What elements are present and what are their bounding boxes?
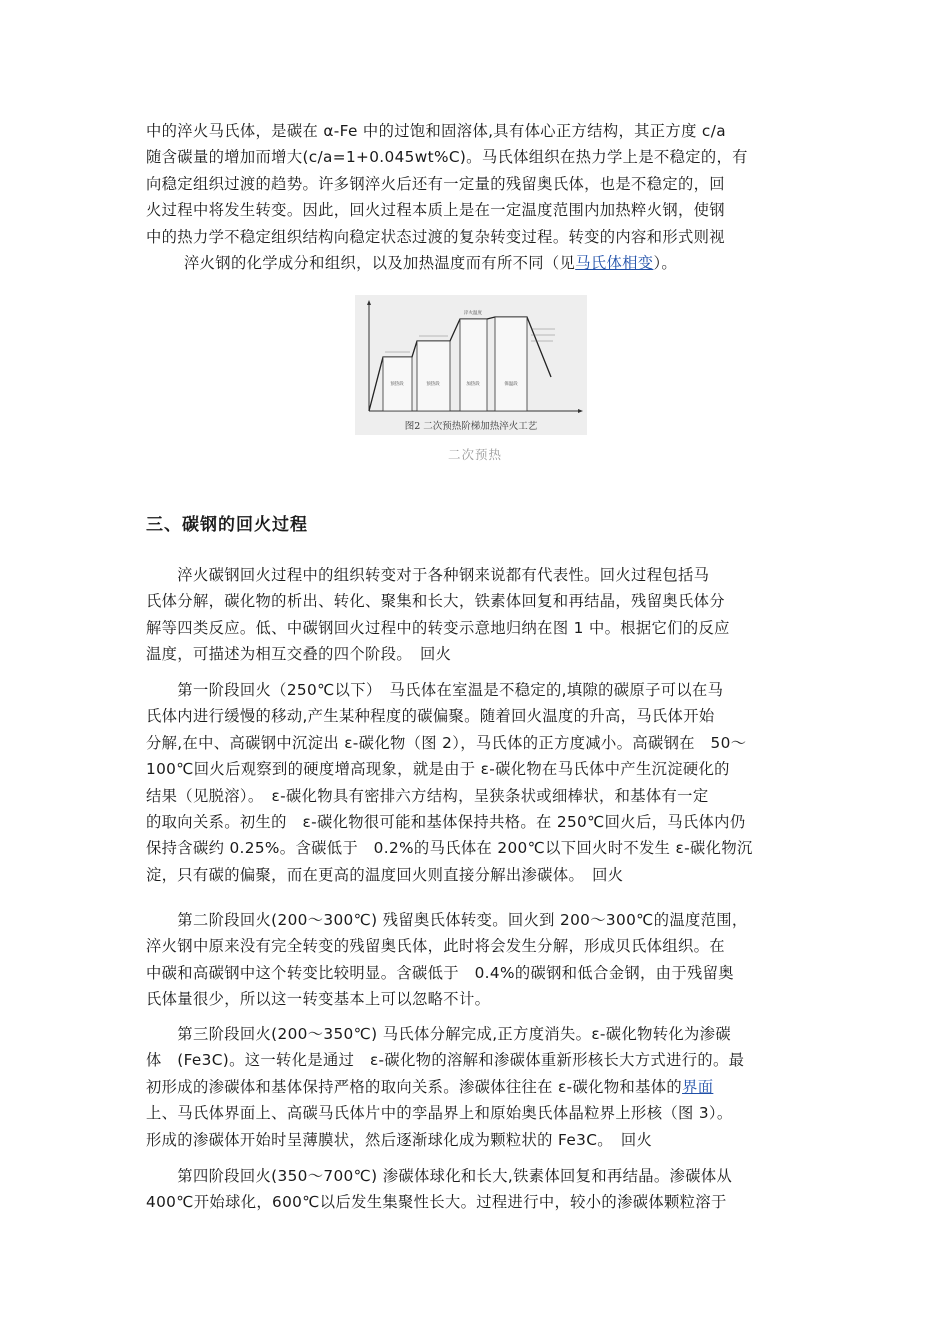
text-line: 淀，只有碳的偏聚，而在更高的温度回火则直接分解出渗碳体。 回火 [146, 865, 624, 884]
peak-label: 淬火温度 [464, 311, 482, 316]
text-line: 火过程中将发生转变。因此，回火过程本质上是在一定温度范围内加热粹火钢，使钢 [146, 201, 725, 220]
stage-label: 保温段 [504, 382, 518, 387]
stage-box [417, 341, 450, 411]
stage-label: 预热段 [390, 382, 404, 387]
text-line: 第四阶段回火(350～700℃) 渗碳体球化和长大,铁素体回复和再结晶。渗碳体从 [146, 1167, 733, 1185]
figure-inner-caption: 图2 二次预热阶梯加热淬火工艺 [404, 421, 538, 432]
text-line [146, 1074, 806, 1100]
martensite-transformation-link[interactable]: 马氏体相变 [575, 253, 654, 272]
text-line: 400℃开始球化，600℃以后发生集聚性长大。过程进行中，较小的渗碳体颗粒溶于 [146, 1193, 727, 1212]
text-line: 上、马氏体界面上、高碳马氏体片中的孪晶界上和原始奥氏体晶粒界上形核（图 3）。 [146, 1104, 733, 1123]
tempering-process-figure [355, 295, 587, 435]
heating-curve-diagram [355, 295, 587, 435]
text-line: 第三阶段回火(200～350℃) 马氏体分解完成,正方度消失。ε-碳化物转化为渗碳 [146, 1025, 731, 1043]
text-line: 第二阶段回火(200～300℃) 残留奥氏体转变。回火到 200～300℃的温度范围， [146, 911, 748, 929]
intro-paragraph [146, 118, 806, 276]
text-line: 氏体内进行缓慢的移动,产生某种程度的碳偏聚。随着回火温度的升高，马氏体开始 [146, 707, 715, 726]
text-line: 中的热力学不稳定组织结构向稳定状态过渡的复杂转变过程。转变的内容和形式则视 [146, 227, 725, 246]
text-line: 向稳定组织过渡的趋势。许多钢淬火后还有一定量的残留奥氏体，也是不稳定的，回 [146, 174, 725, 193]
text-line: 100℃回火后观察到的硬度增高现象，就是由于 ε-碳化物在马氏体中产生沉淀硬化的 [146, 760, 730, 779]
text-line: 分解,在中、高碳钢中沉淀出 ε-碳化物（图 2），马氏体的正方度减小。高碳钢在 50～ [146, 733, 747, 752]
stage-box [460, 319, 487, 411]
text-segment: ）。 [653, 253, 678, 272]
text-line: 氏体量很少，所以这一转变基本上可以忽略不计。 [146, 990, 491, 1009]
section-heading: 三、碳钢的回火过程 [146, 515, 308, 535]
text-line: 淬火钢中原来没有完全转变的残留奥氏体，此时将会发生分解，形成贝氏体组织。在 [146, 937, 725, 956]
body-paragraph-stage-1 [146, 677, 806, 888]
text-segment: 淬火钢的化学成分和组织，以及加热温度而有所不同（见 [184, 253, 576, 272]
body-paragraph-stage-2 [146, 907, 806, 1013]
text-segment: 初形成的渗碳体和基体保持严格的取向关系。渗碳体往往在 ε-碳化物和基体的 [146, 1077, 683, 1096]
text-line: 解等四类反应。低、中碳钢回火过程中的转变示意地归纳在图 1 中。根据它们的反应 [146, 618, 730, 637]
body-paragraph-intro [146, 562, 806, 668]
text-line: 中的淬火马氏体，是碳在 α-Fe 中的过饱和固溶体,具有体心正方结构，其正方度 c/a [146, 122, 726, 140]
text-line: 结果（见脱溶）。 ε-碳化物具有密排六方结构，呈狭条状或细棒状，和基体有一定 [146, 786, 709, 805]
text-line: 淬火碳钢回火过程中的组织转变对于各种钢来说都有代表性。回火过程包括马 [146, 566, 710, 584]
figure-caption: 二次预热 [447, 447, 502, 462]
text-line: 中碳和高碳钢中这个转变比较明显。含碳低于 0.4%的碳钢和低合金钢，由于残留奥 [146, 963, 734, 982]
body-paragraph-stage-3 [146, 1021, 806, 1153]
text-line: 温度，可描述为相互交叠的四个阶段。 回火 [146, 645, 452, 664]
text-line: 氏体分解，碳化物的析出、转化、聚集和长大，铁素体回复和再结晶，残留奥氏体分 [146, 592, 725, 611]
text-line: 随含碳量的增加而增大(c/a=1+0.045wt%C)。马氏体组织在热力学上是不稳定的，有 [146, 148, 748, 167]
text-line: 的取向关系。初生的 ε-碳化物很可能和基体保持共格。在 250℃回火后，马氏体内仍 [146, 812, 746, 831]
stage-label: 预热段 [426, 382, 440, 387]
stage-label: 加热段 [466, 382, 480, 387]
body-paragraph-stage-4 [146, 1163, 806, 1216]
interface-link[interactable]: 界面 [682, 1077, 714, 1096]
text-line: 形成的渗碳体开始时呈薄膜状，然后逐渐球化成为颗粒状的 Fe3C。 回火 [146, 1130, 653, 1149]
stage-box [495, 317, 527, 411]
text-line: 保持含碳约 0.25%。含碳低于 0.2%的马氏体在 200℃以下回火时不发生 ε-碳化物沉 [146, 839, 753, 858]
text-line: 体 (Fe3C)。这一转化是通过 ε-碳化物的溶解和渗碳体重新形核长大方式进行的。最 [146, 1051, 745, 1070]
text-line [146, 250, 806, 276]
text-line: 第一阶段回火（250℃以下） 马氏体在室温是不稳定的,填隙的碳原子可以在马 [146, 681, 724, 699]
